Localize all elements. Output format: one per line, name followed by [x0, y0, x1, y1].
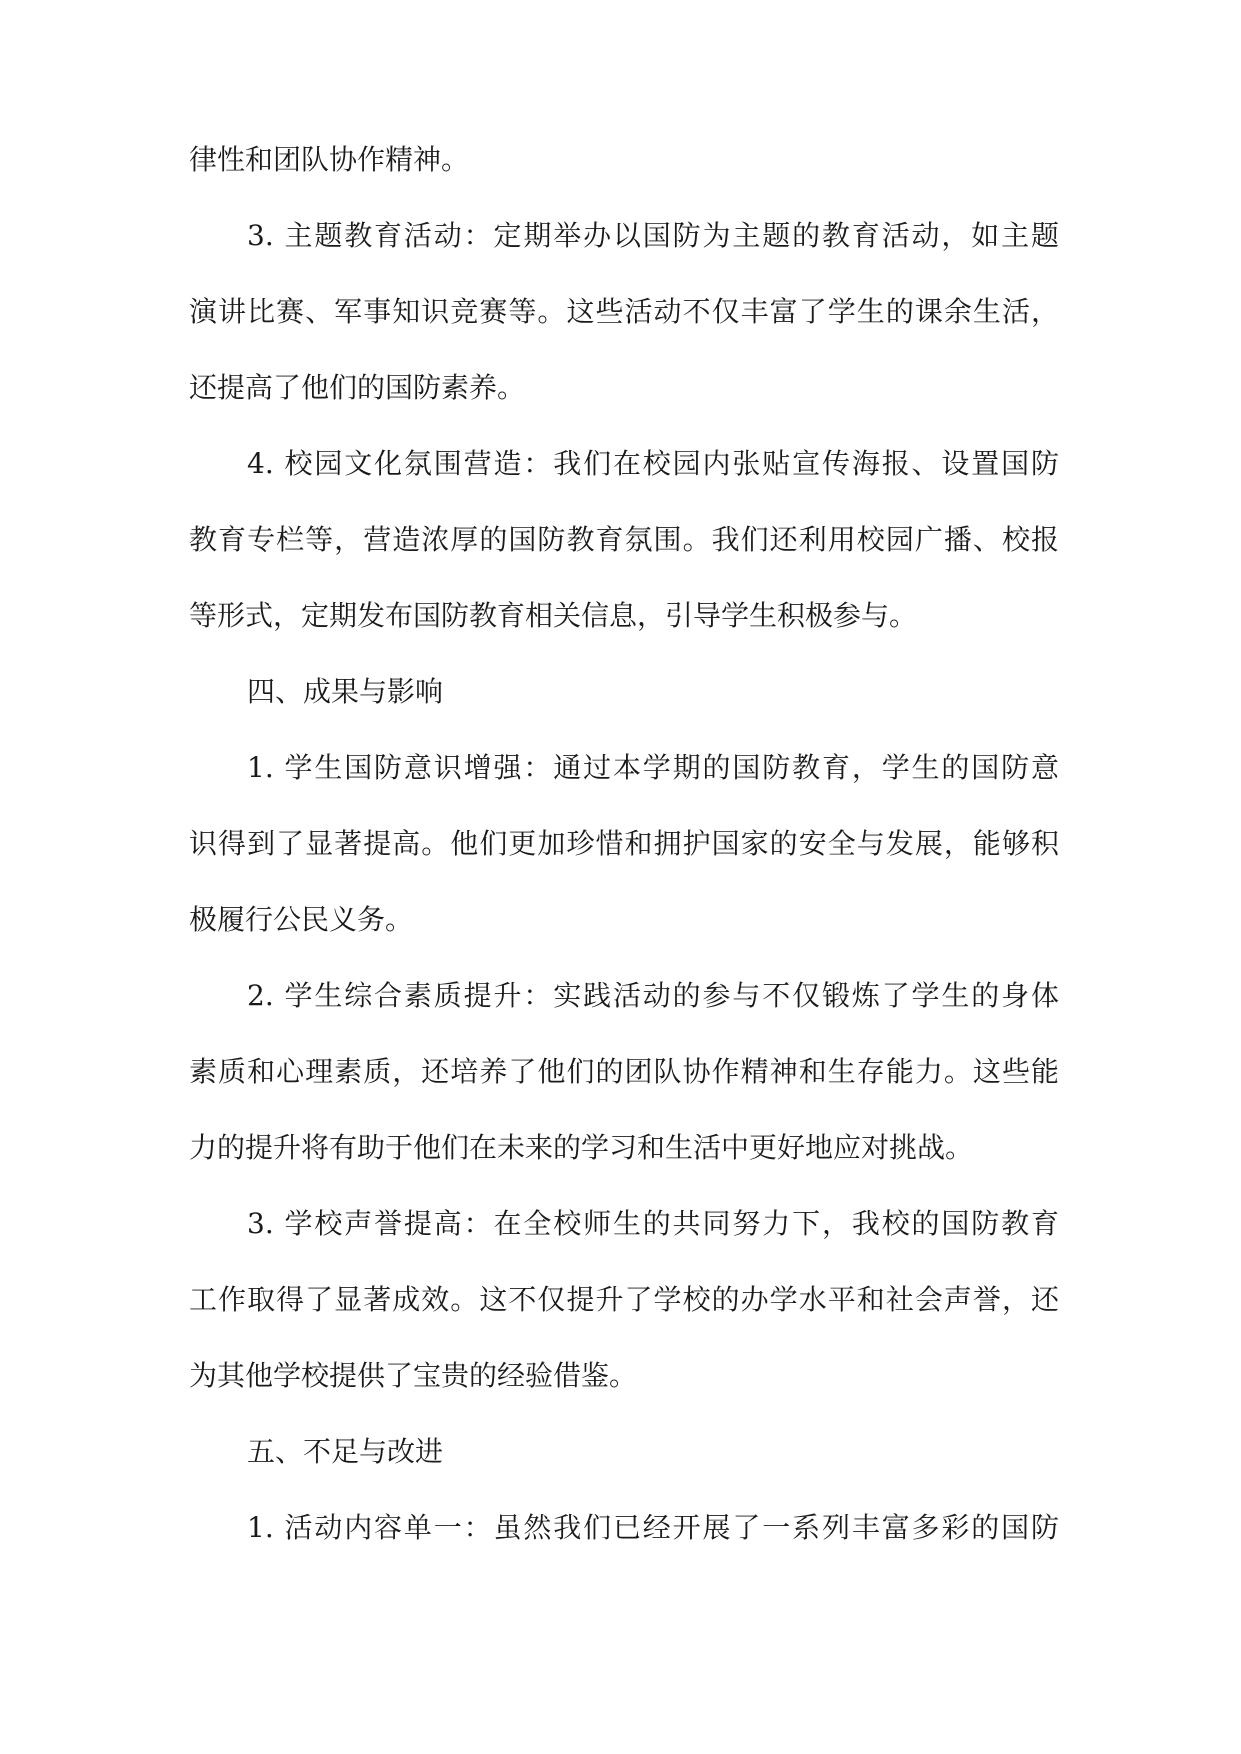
- text-line: 工作取得了显著成效。这不仅提升了学校的办学水平和社会声誉，还: [189, 1283, 1059, 1316]
- text-line: 素质和心理素质，还培养了他们的团队协作精神和生存能力。这些能: [189, 1055, 1059, 1088]
- text-line: 识得到了显著提高。他们更加珍惜和拥护国家的安全与发展，能够积: [189, 827, 1059, 860]
- list-item-line: 1. 活动内容单一：虽然我们已经开展了一系列丰富多彩的国防: [247, 1511, 1059, 1544]
- list-item-line: 2. 学生综合素质提升：实践活动的参与不仅锻炼了学生的身体: [247, 979, 1059, 1012]
- text-line: 为其他学校提供了宝贵的经验借鉴。: [189, 1359, 638, 1392]
- section-heading: 四、成果与影响: [247, 675, 444, 708]
- text-line: 演讲比赛、军事知识竞赛等。这些活动不仅丰富了学生的课余生活，: [189, 295, 1059, 328]
- document-body: [189, 140, 1059, 1584]
- list-item-line: 3. 学校声誉提高：在全校师生的共同努力下，我校的国防教育: [247, 1207, 1059, 1240]
- section-heading: 五、不足与改进: [247, 1435, 444, 1468]
- text-line: 极履行公民义务。: [189, 903, 414, 936]
- text-line: 教育专栏等，营造浓厚的国防教育氛围。我们还利用校园广播、校报: [189, 523, 1059, 556]
- list-item-line: 4. 校园文化氛围营造：我们在校园内张贴宣传海报、设置国防: [247, 447, 1059, 480]
- text-line: 还提高了他们的国防素养。: [189, 371, 526, 404]
- text-line: 等形式，定期发布国防教育相关信息，引导学生积极参与。: [189, 599, 918, 632]
- text-line: 力的提升将有助于他们在未来的学习和生活中更好地应对挑战。: [189, 1131, 974, 1164]
- list-item-line: 3. 主题教育活动：定期举办以国防为主题的教育活动，如主题: [247, 219, 1059, 252]
- text-line: 律性和团队协作精神。: [189, 143, 470, 176]
- list-item-line: 1. 学生国防意识增强：通过本学期的国防教育，学生的国防意: [247, 751, 1059, 784]
